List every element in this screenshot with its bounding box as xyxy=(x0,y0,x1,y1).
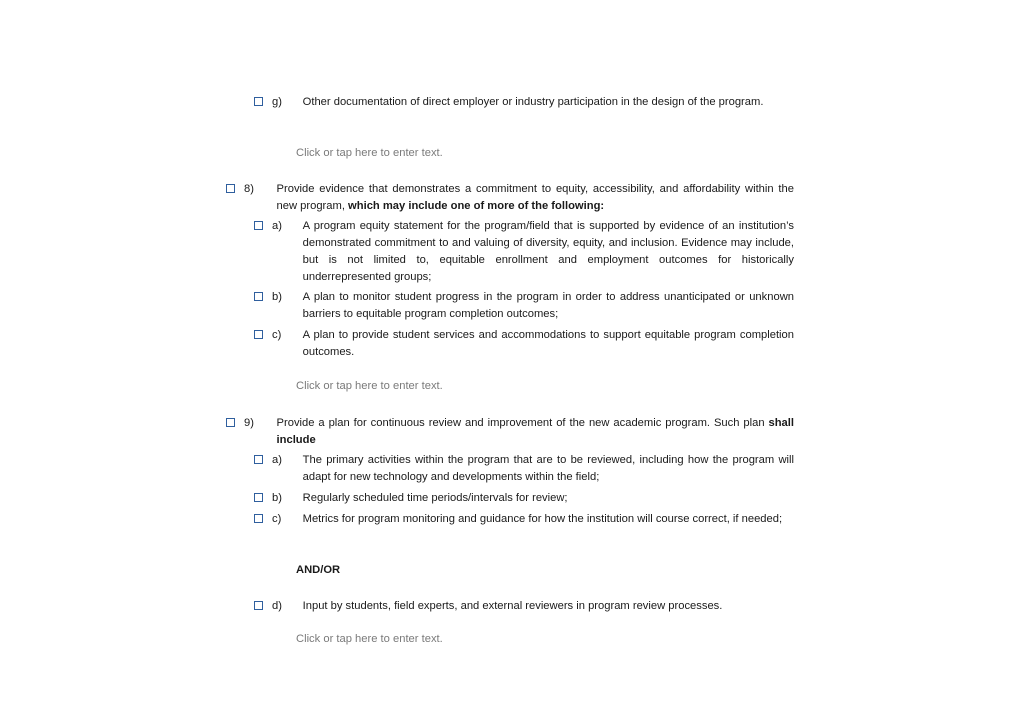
text-entry-placeholder-9[interactable]: Click or tap here to enter text. xyxy=(296,633,443,645)
item-label: c) xyxy=(272,329,282,341)
item-text: Regularly scheduled time periods/intervals for review; xyxy=(302,492,568,504)
item-9d xyxy=(254,598,794,615)
item-label: b) xyxy=(272,291,282,303)
question-9 xyxy=(226,415,794,449)
item-text: Input by students, field experts, and external reviewers in program review processes. xyxy=(302,600,723,612)
question-text-main: Provide a plan for continuous review and improvement of the new academic program. Such plan xyxy=(276,417,765,429)
item-label: d) xyxy=(272,600,282,612)
text-entry-placeholder-8[interactable]: Click or tap here to enter text. xyxy=(296,380,443,392)
question-8 xyxy=(226,181,794,215)
text-entry-placeholder-g[interactable]: Click or tap here to enter text. xyxy=(296,147,443,159)
item-text: A plan to monitor student progress in the program in order to address unanticipated or unknown barriers to equitable program completion outcomes; xyxy=(302,291,794,320)
item-8c xyxy=(254,327,794,361)
question-text-main: Provide evidence that demonstrates a commitment to equity, accessibility, and affordability within the new program, xyxy=(276,183,794,212)
item-text: A plan to provide student services and accommodations to support equitable program completion outcomes. xyxy=(302,329,794,358)
checkbox-8[interactable] xyxy=(226,184,235,193)
checkbox-g[interactable] xyxy=(254,97,263,106)
checkbox-9d[interactable] xyxy=(254,601,263,610)
checkbox-9b[interactable] xyxy=(254,493,263,502)
item-text: The primary activities within the program that are to be reviewed, including how the program will adapt for new technology and developments within the field; xyxy=(302,454,794,483)
item-text: A program equity statement for the program/field that is supported by evidence of an institution’s demonstrated commitment to and valuing of diversity, equity, and inclusion. Evidence may include, but is not limited to, equitable enrollment and employment outcomes for historically underrepresented groups; xyxy=(302,220,794,283)
question-text-bold: which may include one of more of the following: xyxy=(344,200,605,212)
question-number: 9) xyxy=(244,417,254,429)
question-text-bold: shall include xyxy=(276,417,794,446)
item-label: b) xyxy=(272,492,282,504)
question-text xyxy=(277,181,794,215)
item-8b xyxy=(254,289,794,323)
checkbox-8b[interactable] xyxy=(254,292,263,301)
item-label: a) xyxy=(272,220,282,232)
item-g xyxy=(254,94,794,111)
item-label: a) xyxy=(272,454,282,466)
item-text: Metrics for program monitoring and guidance for how the institution will course correct, if needed; xyxy=(302,513,783,525)
checkbox-9[interactable] xyxy=(226,418,235,427)
item-8a xyxy=(254,218,794,286)
checkbox-9c[interactable] xyxy=(254,514,263,523)
question-number: 8) xyxy=(244,183,254,195)
checkbox-9a[interactable] xyxy=(254,455,263,464)
item-9a xyxy=(254,452,794,486)
checkbox-8a[interactable] xyxy=(254,221,263,230)
and-or-text: AND/OR xyxy=(296,564,341,576)
item-9c xyxy=(254,511,794,528)
item-text: Other documentation of direct employer or industry participation in the design of the program. xyxy=(302,96,764,108)
question-text xyxy=(277,415,794,449)
item-label: g) xyxy=(272,96,282,108)
item-9b xyxy=(254,490,794,507)
checkbox-8c[interactable] xyxy=(254,330,263,339)
item-label: c) xyxy=(272,513,282,525)
